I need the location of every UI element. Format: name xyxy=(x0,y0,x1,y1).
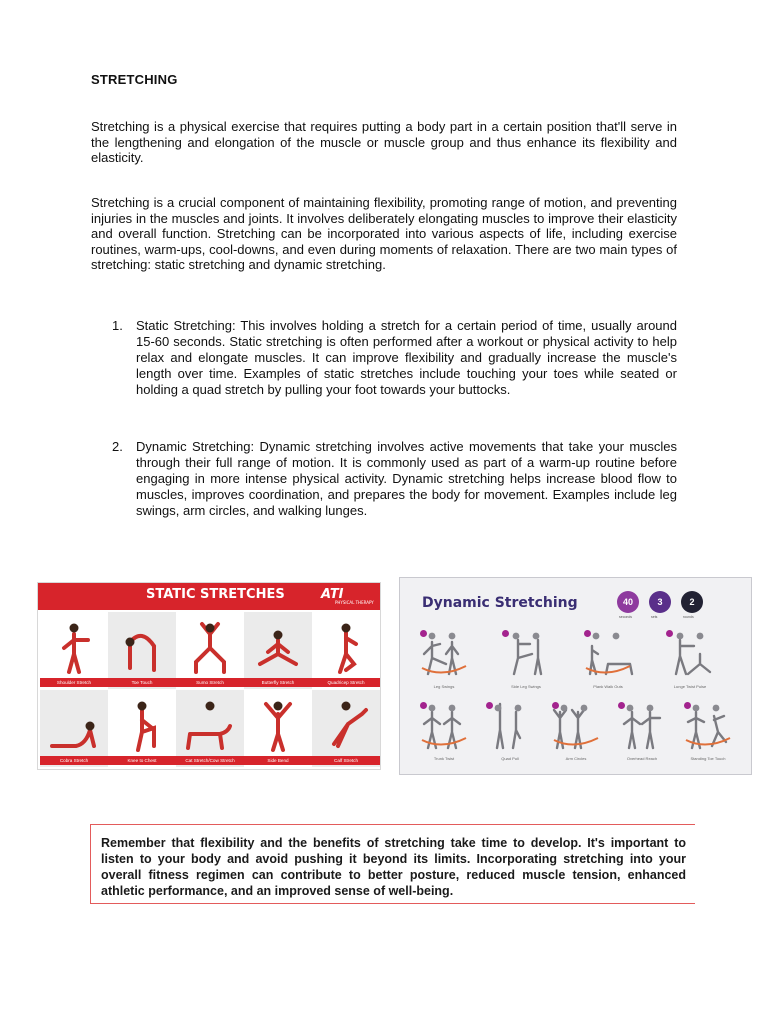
dynamic-stretch-cell xyxy=(414,696,474,766)
dynamic-stretch-label: Arm Circles xyxy=(565,756,587,761)
dynamic-step-dot xyxy=(666,630,673,637)
static-stretch-cell xyxy=(244,612,312,689)
dynamic-stretch-cell xyxy=(480,696,540,766)
stretch-figure-icon xyxy=(108,612,176,678)
dynamic-step-dot xyxy=(486,702,493,709)
stretch-figure-icon xyxy=(108,690,176,756)
static-stretch-cell xyxy=(40,690,108,767)
static-stretches-image xyxy=(37,582,381,770)
static-stretch-label: Side Bend xyxy=(244,756,312,765)
stretch-figure-icon xyxy=(244,690,312,756)
dynamic-step-dot xyxy=(552,702,559,709)
dynamic-stretch-cell xyxy=(678,696,738,766)
static-stretches-header xyxy=(38,583,380,610)
stretch-figure-icon xyxy=(176,690,244,756)
list-text: Static Stretching: This involves holding a stretch for a certain period of time, usually around 15-60 seconds. Static stretching is often performed after a workout or physical activity to help relax and elongate muscles. It can improve flexibility and gradually increase the muscle's length over time. Examples of static stretches include touching your toes while seated or holding a quad stretch by pulling your foot towards your buttocks. xyxy=(136,318,677,397)
static-stretch-label: Cat Stretch/Cow Stretch xyxy=(176,756,244,765)
stretch-figure-icon xyxy=(312,612,380,678)
dynamic-stretch-cell xyxy=(612,696,672,766)
dynamic-badge: 2 xyxy=(681,591,703,613)
paragraph-definition: Stretching is a physical exercise that requires putting a body part in a certain position that'll serve in the lengthening and elongation of the muscle or muscle group and thus enhance its flexibility and elasticity. xyxy=(91,119,677,165)
static-stretch-cell xyxy=(108,690,176,767)
static-stretch-label: Sumo Stretch xyxy=(176,678,244,687)
dynamic-step-dot xyxy=(420,702,427,709)
static-stretch-label: Butterfly Stretch xyxy=(244,678,312,687)
dynamic-stretch-label: Quad Pull xyxy=(501,756,519,761)
dynamic-step-dot xyxy=(618,702,625,709)
dynamic-badge-label: sets xyxy=(651,615,658,619)
static-stretch-cell xyxy=(312,612,380,689)
static-stretch-label: Calf Stretch xyxy=(312,756,380,765)
list-number: 1. xyxy=(112,318,123,333)
static-stretches-title: STATIC STRETCHES xyxy=(146,587,285,602)
dynamic-stretch-label: Plank Walk Outs xyxy=(593,684,623,689)
stretch-figure-icon xyxy=(176,612,244,678)
paragraph-importance: Stretching is a crucial component of maintaining flexibility, promoting range of motion, and preventing injuries in the muscles and joints. It involves deliberately elongating muscles to improve their elasticity and overall function. Stretching can be incorporated into various aspects of life, including exercise routines, warm-ups, cool-downs, and even during moments of relaxation. There are two main types of stretching: static stretching and dynamic stretching. xyxy=(91,195,677,272)
page-title: STRETCHING xyxy=(91,72,178,87)
dynamic-badge-label: seconds xyxy=(619,615,633,619)
stretch-figure-icon xyxy=(244,612,312,678)
static-stretch-cell xyxy=(40,612,108,689)
dynamic-stretch-cell xyxy=(660,624,720,694)
static-stretch-cell xyxy=(244,690,312,767)
dynamic-stretch-cell xyxy=(578,624,638,694)
dynamic-step-dot xyxy=(502,630,509,637)
dynamic-stretch-label: Standing Toe Touch xyxy=(690,756,726,761)
ati-logo: ATI PHYSICAL THERAPY xyxy=(321,587,374,605)
dynamic-stretch-label: Lunge Twist Pulse xyxy=(673,684,707,689)
stretch-figure-icon xyxy=(312,690,380,756)
static-stretch-cell xyxy=(176,612,244,689)
dynamic-stretch-cell xyxy=(414,624,474,694)
static-stretch-label: Quadricep Stretch xyxy=(312,678,380,687)
static-stretch-label: Knee to Chest xyxy=(108,756,176,765)
dynamic-badge-label: rounds xyxy=(683,615,694,619)
dynamic-stretching-title: Dynamic Stretching xyxy=(422,595,578,611)
dynamic-badge: 3 xyxy=(649,591,671,613)
static-stretch-label: Shoulder Stretch xyxy=(40,678,108,687)
dynamic-stretch-label: Leg Swings xyxy=(433,684,455,689)
reminder-text: Remember that flexibility and the benefits of stretching take time to develop. It's important to listen to your body and avoid pushing it beyond its limits. Incorporating stretching into your overall fitness regimen can contribute to better posture, reduced muscle tension, enhanced athletic performance, and an improved sense of well-being. xyxy=(101,836,686,898)
stretch-figure-icon xyxy=(40,690,108,756)
static-stretch-cell xyxy=(176,690,244,767)
dynamic-stretch-cell xyxy=(496,624,556,694)
static-stretch-label: Toe Touch xyxy=(108,678,176,687)
dynamic-stretch-label: Trunk Twist xyxy=(433,756,455,761)
list-number: 2. xyxy=(112,439,123,454)
static-stretch-label: Cobra Stretch xyxy=(40,756,108,765)
dynamic-stretch-cell xyxy=(546,696,606,766)
dynamic-stretching-image xyxy=(399,577,752,775)
reminder-box xyxy=(90,824,695,904)
dynamic-badge: 40 xyxy=(617,591,639,613)
dynamic-stretch-label: Side Leg Swings xyxy=(511,684,541,689)
dynamic-step-dot xyxy=(684,702,691,709)
static-stretch-cell xyxy=(312,690,380,767)
list-text: Dynamic Stretching: Dynamic stretching involves active movements that take your muscles through their full range of motion. It is commonly used as part of a warm-up routine before engaging in more intense physical activity. Dynamic stretching helps increase blood flow to muscles, improves coordination, and prepares the body for movement. Examples include leg swings, arm circles, and walking lunges. xyxy=(136,439,677,518)
dynamic-stretch-label: Overhead Reach xyxy=(626,756,658,761)
dynamic-step-dot xyxy=(584,630,591,637)
static-stretch-cell xyxy=(108,612,176,689)
stretch-figure-icon xyxy=(40,612,108,678)
dynamic-step-dot xyxy=(420,630,427,637)
